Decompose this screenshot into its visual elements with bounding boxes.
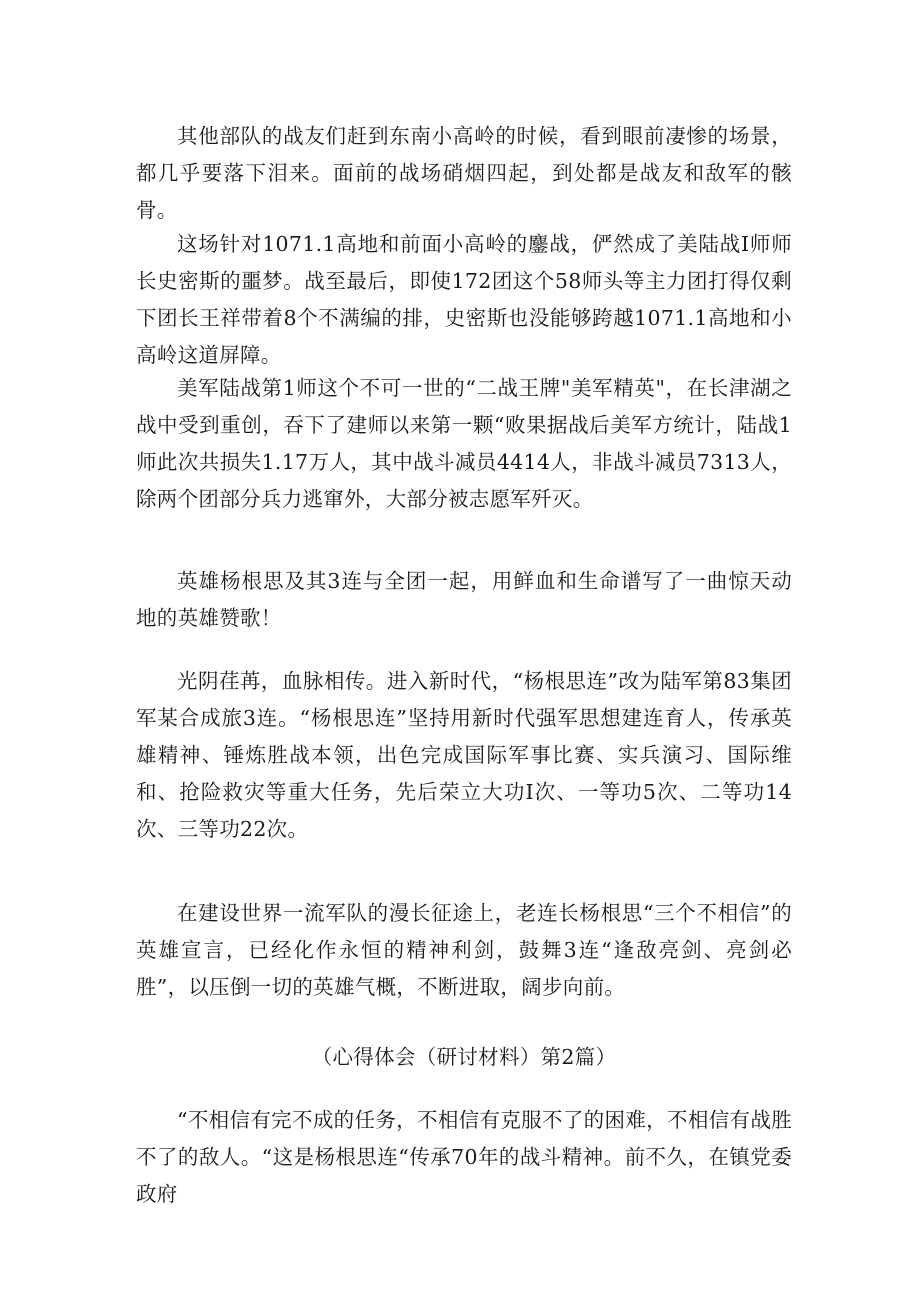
paragraph-highland-battle: 这场针对1071.1高地和前面小高岭的鏖战，俨然成了美陆战I师师长史密斯的噩梦。战至最后，即使172团这个58师头等主力团打得仅剩下团长王祥带着8个不满编的排，史密斯也没能够跨越1071.1高地和小高岭这道屏障。 <box>136 232 792 367</box>
paragraph-new-era: 光阴荏苒，血脉相传。进入新时代，“杨根思连”改为陆军第83集团军某合成旅3连。“杨根思连”坚持用新时代强军思想建连育人，传承英雄精神、锤炼胜战本领，出色完成国际军事比赛、实兵演习、国际维和、抢险救灾等重大任务，先后荣立大功I次、一等功5次、二等功14次、三等功22次。 <box>136 669 792 841</box>
section-heading: （心得体会（研讨材料）第2篇） <box>311 1045 617 1069</box>
paragraph-fighting-spirit: “不相信有完不成的任务，不相信有克服不了的困难，不相信有战胜不了的敌人。“这是杨根思连“传承70年的战斗精神。前不久，在镇党委政府 <box>136 1108 792 1206</box>
paragraph-world-class-army: 在建设世界一流军队的漫长征途上，老连长杨根思“三个不相信”的英雄宣言，已经化作永恒的精神利剑，鼓舞3连“逢敌亮剑、亮剑必胜”，以压倒一切的英雄气概，不断进取，阔步向前。 <box>136 901 792 999</box>
paragraph-battlefield-scene: 其他部队的战友们赶到东南小高岭的时候，看到眼前凄惨的场景，都几乎要落下泪来。面前的战场硝烟四起，到处都是战友和敌军的骸骨。 <box>136 124 792 222</box>
paragraph-hero-anthem: 英雄杨根思及其3连与全团一起，用鲜血和生命谱写了一曲惊天动地的英雄赞歌！ <box>136 569 792 630</box>
paragraph-marine-losses: 美军陆战第1师这个不可一世的“二战王牌"美军精英"，在长津湖之战中受到重创，吞下了建师以来第一颗“败果据战后美军方统计，陆战1师此次共损失1.17万人，其中战斗减员4414人，非战斗减员7313人，除两个团部分兵力逃窜外，大部分被志愿军歼灭。 <box>136 376 792 511</box>
